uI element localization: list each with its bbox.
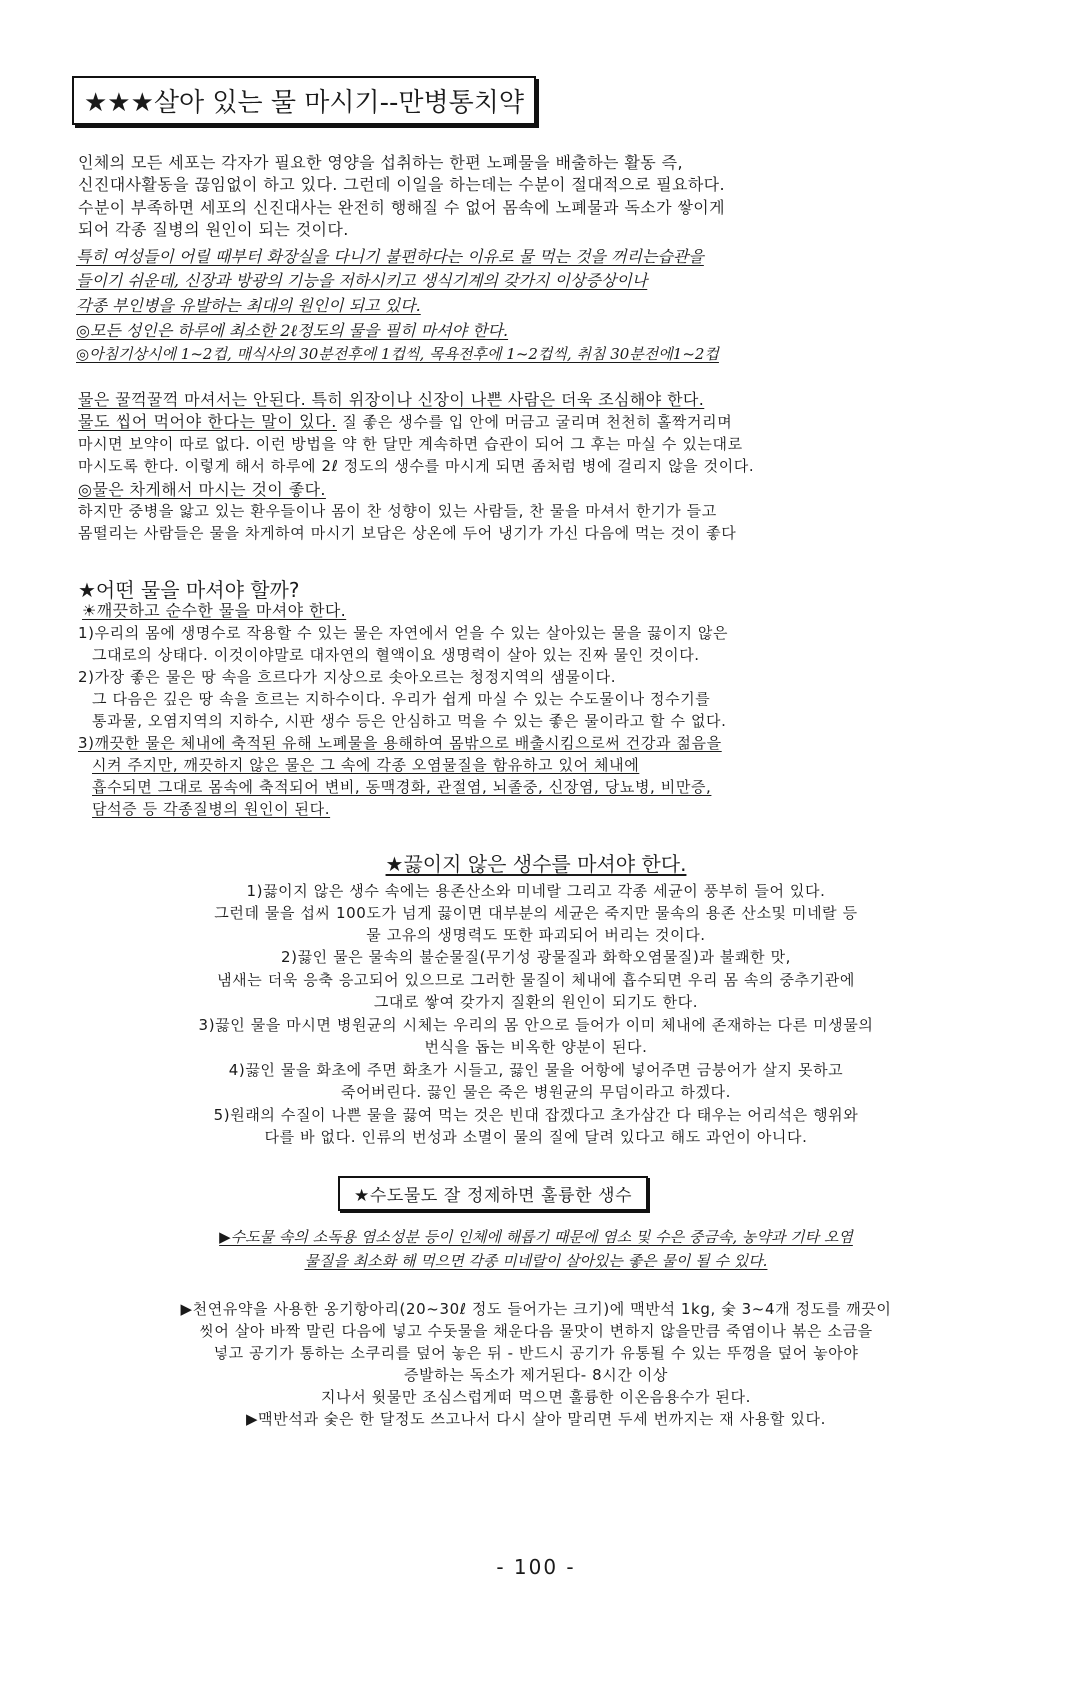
section-line: 1)끓이지 않은 생수 속에는 용존산소와 미네랄 그리고 각종 세균이 풍부히 들어 있다. xyxy=(246,882,826,900)
intro-line: 되어 각종 질병의 원인이 되는 것이다. xyxy=(78,220,349,239)
page-number: - 100 - xyxy=(496,1555,576,1579)
handwritten-note: 물질을 최소화 해 먹으면 각종 미네랄이 살아있는 좋은 물이 될 수 있다. xyxy=(304,1252,768,1270)
handwritten-note: ◎모든 성인은 하루에 최소한 2ℓ정도의 물을 필히 마셔야 한다. xyxy=(76,321,509,340)
section-line: ▶천연유약을 사용한 옹기항아리(20~30ℓ 정도 들어가는 크기)에 맥반석 1kg, 숯 3~4개 정도를 깨끗이 xyxy=(180,1300,892,1318)
section-line: 2)끓인 물은 물속의 불순물질(무기성 광물질과 화학오염물질)과 불쾌한 맛, xyxy=(280,948,792,966)
drinking-line: 몸떨리는 사람들은 물을 차게하여 마시기 보담은 상온에 두어 냉기가 가신 다음에 먹는 것이 좋다 xyxy=(78,524,737,542)
drinking-line: ◎물은 차게해서 마시는 것이 좋다. xyxy=(78,480,326,499)
section-line: 그런데 물을 섭씨 100도가 넘게 끓이면 대부분의 세균은 죽지만 물속의 용존 산소및 미네랄 등 xyxy=(214,904,858,922)
handwritten-note: 특히 여성들이 어릴 때부터 화장실을 다니기 불편하다는 이유로 물 먹는 것을 꺼리는습관을 xyxy=(76,247,704,266)
section-heading: ★끓이지 않은 생수를 마셔야 한다. xyxy=(385,852,687,876)
handwritten-note: ▶수도물 속의 소독용 염소성분 등이 인체에 해롭기 때문에 염소 및 수은 중금속, 농약과 기타 오염 xyxy=(219,1228,853,1246)
handwritten-note: ◎아침기상시에 1~2컵, 매식사의 30분전후에 1컵씩, 목욕전후에 1~2컵씩, 취침 30분전에1~2컵 xyxy=(76,345,719,363)
drinking-emphasis: 물도 씹어 먹어야 한다는 말이 있다. xyxy=(78,412,337,431)
drinking-line: 하지만 중병을 앓고 있는 환우들이나 몸이 찬 성향이 있는 사람들, 찬 물을 마셔서 한기가 들고 xyxy=(78,502,717,520)
section-line: ▶맥반석과 숯은 한 달정도 쓰고나서 다시 살아 말리면 두세 번까지는 재 사용할 있다. xyxy=(246,1410,826,1428)
section-line: 넣고 공기가 통하는 소쿠리를 덮어 놓은 뒤 - 반드시 공기가 유통될 수 있는 뚜껑을 덮어 놓아야 xyxy=(213,1344,859,1362)
section-line: 증발하는 독소가 제거된다- 8시간 이상 xyxy=(404,1366,668,1384)
section-line: 1)우리의 몸에 생명수로 작용할 수 있는 물은 자연에서 얻을 수 있는 살아있는 물을 끓이지 않은 xyxy=(78,624,729,642)
handwritten-note: 들이기 쉬운데, 신장과 방광의 기능을 저하시키고 생식기계의 갖가지 이상증상이나 xyxy=(76,271,648,290)
section-line: 죽어버린다. 끓인 물은 죽은 병원균의 무덤이라고 하겠다. xyxy=(340,1083,732,1101)
section-line: 번식을 돕는 비옥한 양분이 된다. xyxy=(424,1038,648,1056)
section-line: 씻어 살아 바짝 말린 다음에 넣고 수돗물을 채운다음 물맛이 변하지 않을만큼 죽염이나 볶은 소금을 xyxy=(199,1322,873,1340)
intro-line: 신진대사활동을 끊임없이 하고 있다. 그런데 이일을 하는데는 수분이 절대적으로 필요하다. xyxy=(78,175,726,194)
section-heading: ★어떤 물을 마셔야 할까? xyxy=(78,578,300,602)
handwritten-note: 각종 부인병을 유발하는 최대의 원인이 되고 있다. xyxy=(76,296,421,315)
section-line: 흡수되면 그대로 몸속에 축적되어 변비, 동맥경화, 관절염, 뇌졸중, 신장염, 당뇨병, 비만증, xyxy=(92,778,712,796)
section-line: 5)원래의 수질이 나쁜 물을 끓여 먹는 것은 빈대 잡겠다고 초가삼간 다 태우는 어리석은 행위와 xyxy=(213,1106,859,1124)
section-line: 2)가장 좋은 물은 땅 속을 흐르다가 지상으로 솟아오르는 청정지역의 샘물이다. xyxy=(78,668,617,686)
intro-line: 인체의 모든 세포는 각자가 필요한 영양을 섭취하는 한편 노폐물을 배출하는 활동 즉, xyxy=(78,153,683,172)
section-line: 통과물, 오염지역의 지하수, 시판 생수 등은 안심하고 먹을 수 있는 좋은 물이라고 할 수 없다. xyxy=(92,712,727,730)
page-title: ★★★살아 있는 물 마시기--만병통치약 xyxy=(72,76,536,125)
section-line: 그대로 쌓여 갖가지 질환의 원인이 되기도 한다. xyxy=(373,993,699,1011)
section-heading-box: ★수도물도 잘 정제하면 훌륭한 생수 xyxy=(338,1176,648,1211)
section-line: 시켜 주지만, 깨끗하지 않은 물은 그 속에 각종 오염물질을 함유하고 있어 체내에 xyxy=(92,756,640,774)
drinking-line: 마시면 보약이 따로 없다. 이런 방법을 약 한 달만 계속하면 습관이 되어 그 후는 마실 수 있는대로 xyxy=(78,435,743,453)
drinking-line xyxy=(78,413,732,431)
drinking-rest: 질 좋은 생수를 입 안에 머금고 굴리며 천천히 홀짝거리며 xyxy=(336,413,733,431)
intro-line: 수분이 부족하면 세포의 신진대사는 완전히 행해질 수 없어 몸속에 노폐물과 독소가 쌓이게 xyxy=(78,198,726,217)
section-line: 냄새는 더욱 응축 응고되어 있으므로 그러한 물질이 체내에 흡수되면 우리 몸 속의 중추기관에 xyxy=(217,971,855,989)
section-line: 지나서 윗물만 조심스럽게떠 먹으면 훌륭한 이온음용수가 된다. xyxy=(321,1388,751,1406)
drinking-line: 물은 꿀꺽꿀꺽 마셔서는 안된다. 특히 위장이나 신장이 나쁜 사람은 더욱 조심해야 한다. xyxy=(78,390,705,409)
section-line: 3)깨끗한 물은 체내에 축적된 유해 노폐물을 용해하여 몸밖으로 배출시킴으로써 건강과 젊음을 xyxy=(78,734,722,752)
section-line: 3)끓인 물을 마시면 병원균의 시체는 우리의 몸 안으로 들어가 이미 체내에 존재하는 다른 미생물의 xyxy=(198,1016,874,1034)
section-subheading: ☀깨끗하고 순수한 물을 마셔야 한다. xyxy=(82,601,347,620)
drinking-line: 마시도록 한다. 이렇게 해서 하루에 2ℓ 정도의 생수를 마시게 되면 좀처럼 병에 걸리지 않을 것이다. xyxy=(78,457,755,475)
section-line: 물 고유의 생명력도 또한 파괴되어 버리는 것이다. xyxy=(366,926,706,944)
section-line: 다를 바 없다. 인류의 번성과 소멸이 물의 질에 달려 있다고 해도 과언이 아니다. xyxy=(264,1128,808,1146)
section-line: 그 다음은 깊은 땅 속을 흐르는 지하수이다. 우리가 쉽게 마실 수 있는 수도물이나 정수기를 xyxy=(92,690,711,708)
section-line: 담석증 등 각종질병의 원인이 된다. xyxy=(92,800,331,818)
section-line: 4)끓인 물을 화초에 주면 화초가 시들고, 끓인 물을 어항에 넣어주면 금붕어가 살지 못하고 xyxy=(228,1061,844,1079)
section-line: 그대로의 상태다. 이것이야말로 대자연의 혈액이요 생명력이 살아 있는 진짜 물인 것이다. xyxy=(92,646,700,664)
